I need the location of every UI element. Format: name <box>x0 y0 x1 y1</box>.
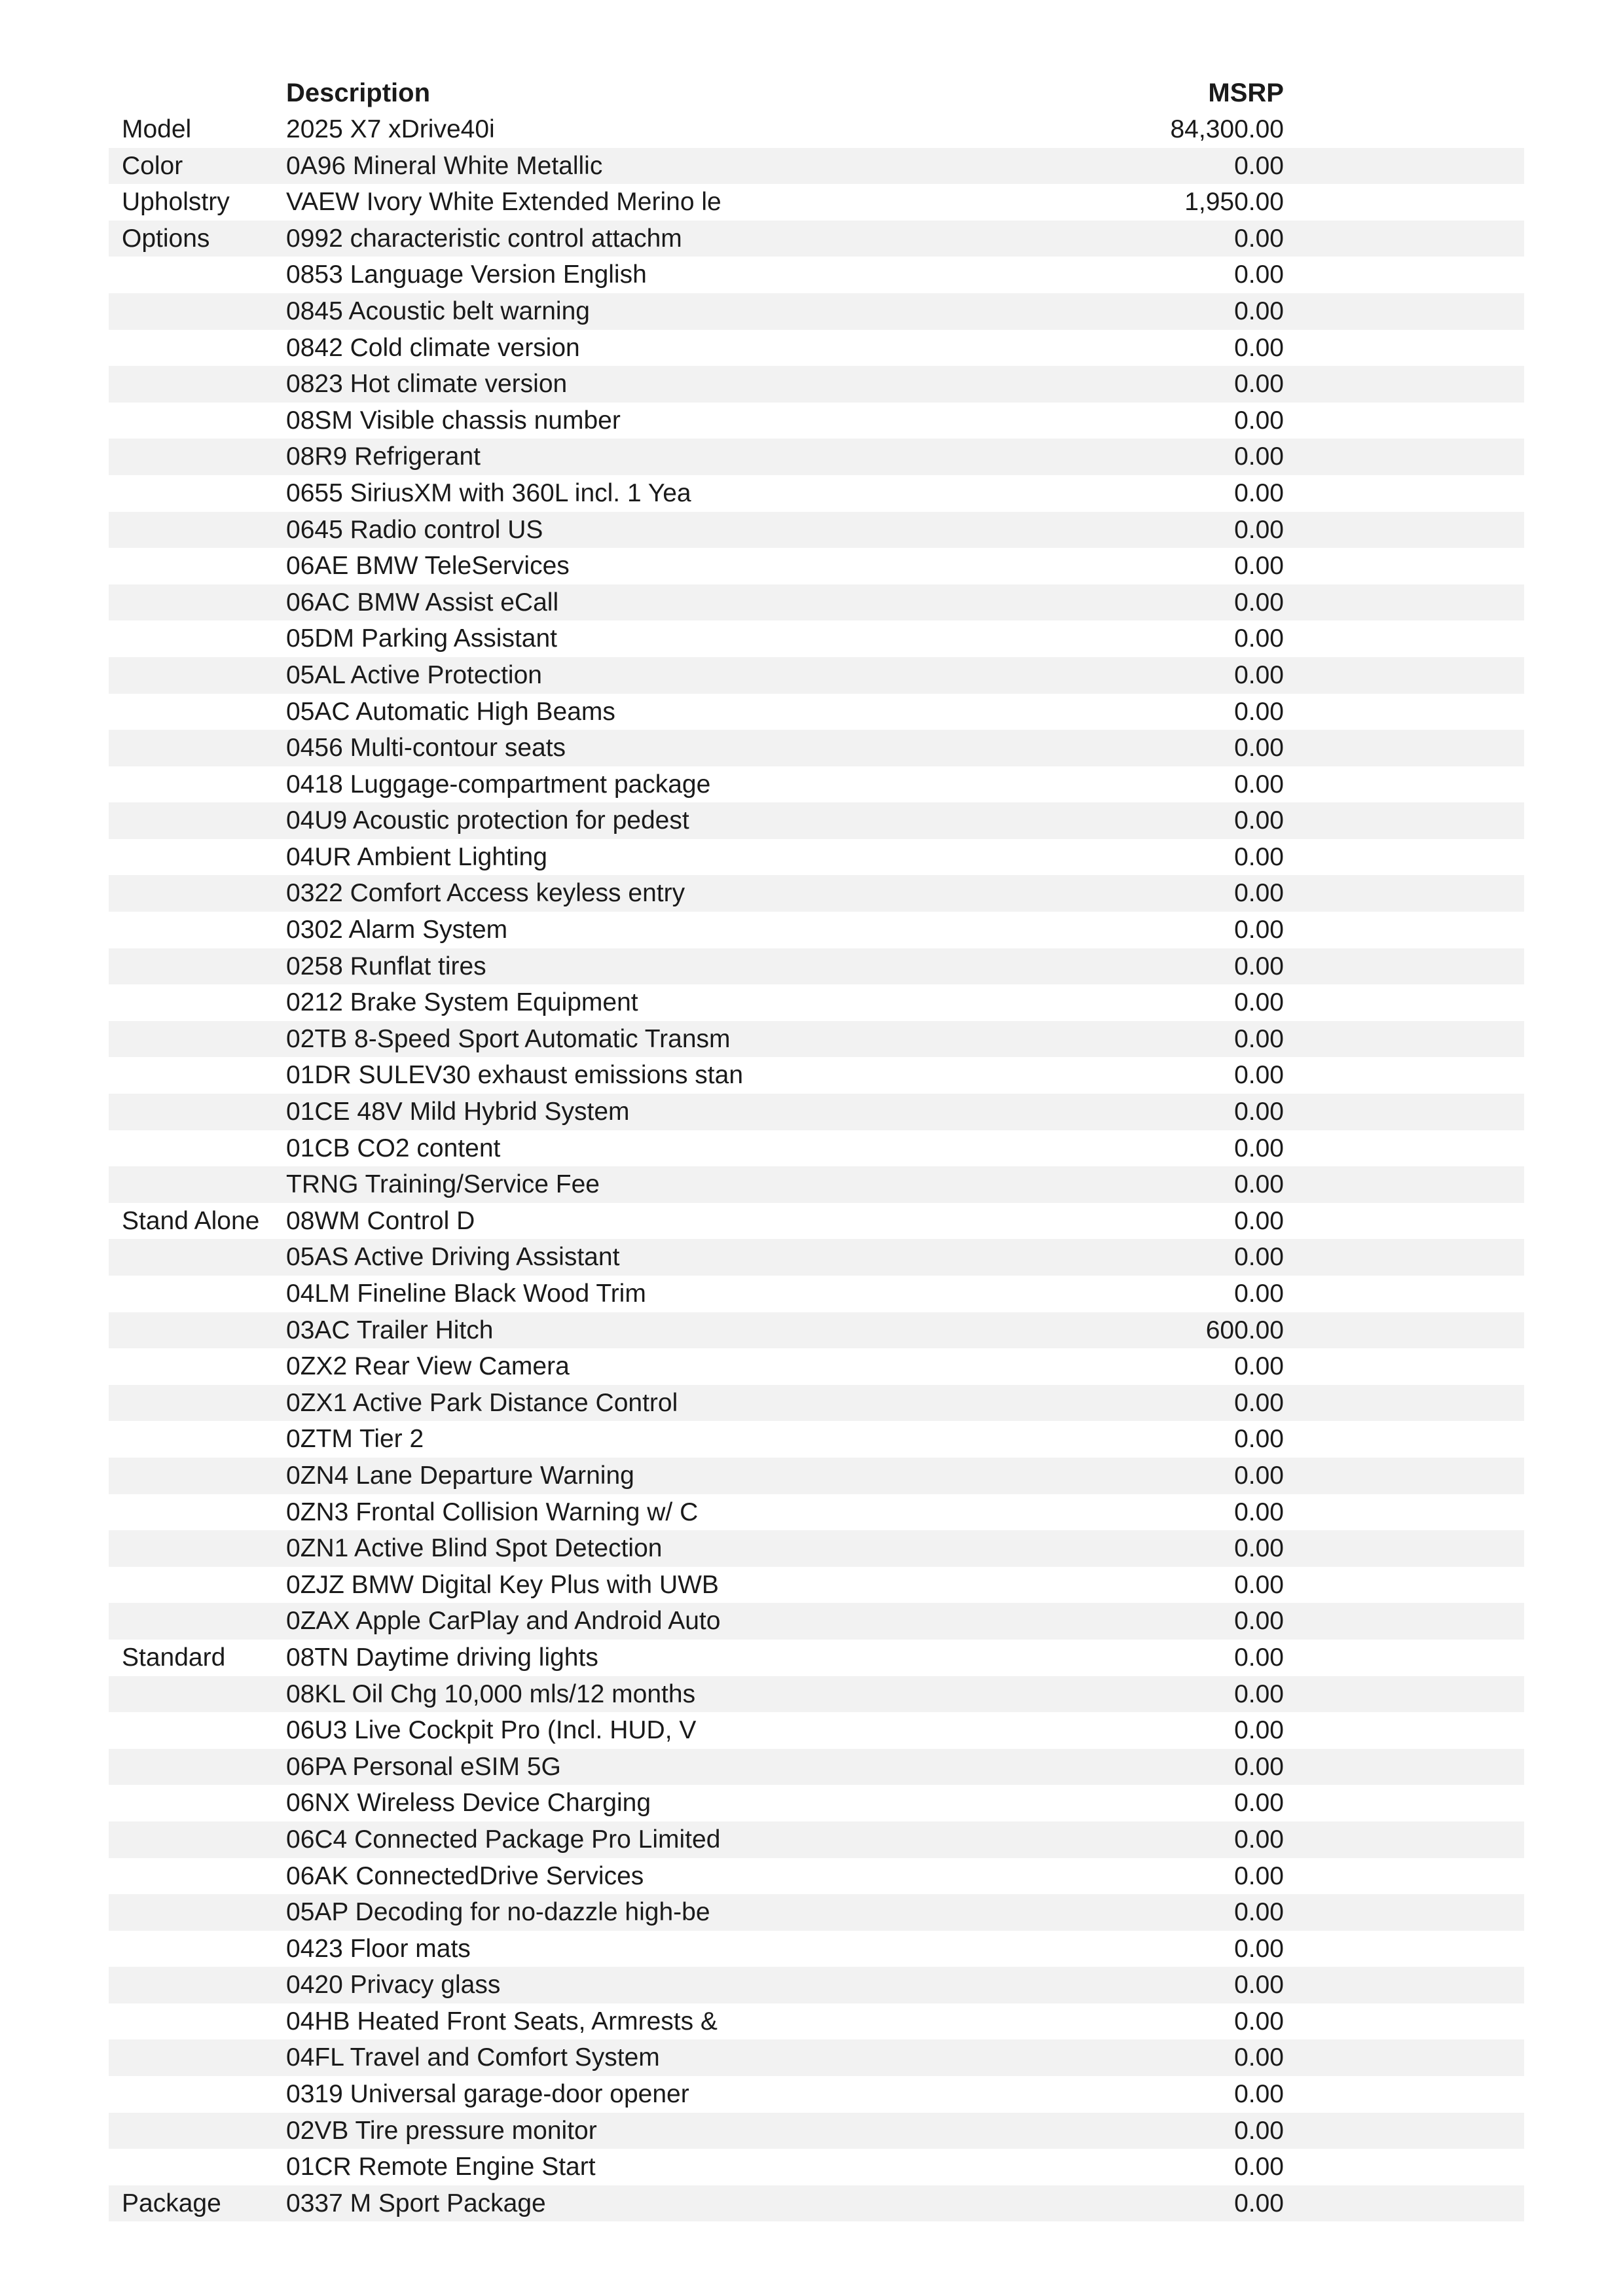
row-description: TRNG Training/Service Fee <box>286 1170 600 1199</box>
table-row <box>109 548 1524 584</box>
row-msrp: 0.00 <box>1234 2007 1284 2036</box>
table-row <box>109 1057 1524 1094</box>
table-row <box>109 148 1524 185</box>
table-row <box>109 1931 1524 1967</box>
row-description: 0842 Cold climate version <box>286 333 580 362</box>
row-msrp: 0.00 <box>1234 1098 1284 1126</box>
row-description: 0418 Luggage-compartment package <box>286 770 711 798</box>
row-msrp: 0.00 <box>1234 1206 1284 1235</box>
row-msrp: 0.00 <box>1234 879 1284 908</box>
row-description: 06PA Personal eSIM 5G <box>286 1752 561 1781</box>
row-msrp: 0.00 <box>1234 1352 1284 1381</box>
table-row <box>109 2149 1524 2185</box>
table-row <box>109 1166 1524 1203</box>
row-description: 0655 SiriusXM with 360L incl. 1 Yea <box>286 478 691 507</box>
table-row <box>109 657 1524 694</box>
row-msrp: 0.00 <box>1234 478 1284 507</box>
row-msrp: 0.00 <box>1234 333 1284 362</box>
row-description: 05DM Parking Assistant <box>286 624 558 653</box>
row-description: 04FL Travel and Comfort System <box>286 2043 660 2072</box>
row-msrp: 0.00 <box>1234 1898 1284 1927</box>
row-description: 0823 Hot climate version <box>286 370 568 399</box>
table-row <box>109 1494 1524 1531</box>
row-description: 06AK ConnectedDrive Services <box>286 1861 644 1890</box>
row-description: 05AS Active Driving Assistant <box>286 1243 620 1272</box>
row-msrp: 0.00 <box>1234 2043 1284 2072</box>
row-description: 0ZN1 Active Blind Spot Detection <box>286 1534 663 1563</box>
row-msrp: 0.00 <box>1234 406 1284 435</box>
table-row <box>109 1130 1524 1167</box>
row-description: 0A96 Mineral White Metallic <box>286 151 603 180</box>
table-row <box>109 1312 1524 1349</box>
row-msrp: 0.00 <box>1234 151 1284 180</box>
row-msrp: 0.00 <box>1234 296 1284 325</box>
row-description: 04UR Ambient Lighting <box>286 842 547 871</box>
table-row <box>109 620 1524 657</box>
row-description: 01CE 48V Mild Hybrid System <box>286 1098 630 1126</box>
row-description: 0ZX1 Active Park Distance Control <box>286 1388 678 1417</box>
row-description: 0212 Brake System Equipment <box>286 988 638 1017</box>
row-msrp: 1,950.00 <box>1184 188 1284 217</box>
row-description: 0258 Runflat tires <box>286 952 486 980</box>
row-description: 01DR SULEV30 exhaust emissions stan <box>286 1061 744 1090</box>
row-description: 0845 Acoustic belt warning <box>286 296 590 325</box>
table-row <box>109 1530 1524 1567</box>
row-description: 08TN Daytime driving lights <box>286 1643 598 1672</box>
row-description: VAEW Ivory White Extended Merino le <box>286 188 721 217</box>
table-row <box>109 948 1524 985</box>
row-msrp: 0.00 <box>1234 1388 1284 1417</box>
row-msrp: 0.00 <box>1234 1825 1284 1854</box>
price-sheet <box>109 75 1524 2221</box>
row-msrp: 0.00 <box>1234 588 1284 617</box>
row-msrp: 0.00 <box>1234 1752 1284 1781</box>
row-msrp: 0.00 <box>1234 2153 1284 2181</box>
table-row <box>109 730 1524 766</box>
row-msrp: 0.00 <box>1234 1134 1284 1162</box>
row-description: 02VB Tire pressure monitor <box>286 2116 597 2145</box>
table-row <box>109 1894 1524 1931</box>
row-description: 05AP Decoding for no-dazzle high-be <box>286 1898 710 1927</box>
table-row <box>109 1239 1524 1276</box>
table-row <box>109 1603 1524 1640</box>
row-description: 2025 X7 xDrive40i <box>286 115 495 143</box>
row-description: 02TB 8-Speed Sport Automatic Transm <box>286 1024 731 1053</box>
table-row <box>109 330 1524 367</box>
row-msrp: 0.00 <box>1234 1607 1284 1636</box>
row-msrp: 0.00 <box>1234 552 1284 581</box>
row-description: 08KL Oil Chg 10,000 mls/12 months <box>286 1679 696 1708</box>
row-description: 0ZTM Tier 2 <box>286 1425 424 1454</box>
table-row <box>109 1458 1524 1494</box>
table-row <box>109 1385 1524 1422</box>
row-description: 0420 Privacy glass <box>286 1971 501 2000</box>
row-msrp: 0.00 <box>1234 1425 1284 1454</box>
row-msrp: 0.00 <box>1234 370 1284 399</box>
row-description: 06C4 Connected Package Pro Limited <box>286 1825 721 1854</box>
row-description: 0319 Universal garage-door opener <box>286 2080 689 2109</box>
row-msrp: 0.00 <box>1234 1643 1284 1672</box>
row-description: 04LM Fineline Black Wood Trim <box>286 1280 646 1308</box>
table-row <box>109 1821 1524 1858</box>
row-description: 0302 Alarm System <box>286 916 508 944</box>
row-msrp: 0.00 <box>1234 224 1284 253</box>
row-category: Stand Alone <box>122 1206 260 1235</box>
row-msrp: 0.00 <box>1234 1789 1284 1818</box>
table-row <box>109 2003 1524 2040</box>
row-category: Options <box>122 224 210 253</box>
table-row <box>109 512 1524 548</box>
msrp-header: MSRP <box>1208 79 1284 107</box>
table-header <box>109 75 1524 111</box>
row-description: 0645 Radio control US <box>286 515 543 544</box>
row-description: 03AC Trailer Hitch <box>286 1316 494 1344</box>
row-msrp: 0.00 <box>1234 660 1284 689</box>
row-description: 0ZN4 Lane Departure Warning <box>286 1461 634 1490</box>
row-description: 05AC Automatic High Beams <box>286 697 615 726</box>
row-msrp: 0.00 <box>1234 988 1284 1017</box>
table-row <box>109 802 1524 839</box>
row-msrp: 0.00 <box>1234 624 1284 653</box>
row-msrp: 84,300.00 <box>1170 115 1284 143</box>
table-row <box>109 475 1524 512</box>
row-msrp: 0.00 <box>1234 952 1284 980</box>
table-row <box>109 439 1524 475</box>
row-msrp: 0.00 <box>1234 1061 1284 1090</box>
table-row <box>109 184 1524 221</box>
row-msrp: 0.00 <box>1234 1024 1284 1053</box>
table-row <box>109 1021 1524 1058</box>
row-category: Color <box>122 151 183 180</box>
row-msrp: 0.00 <box>1234 806 1284 835</box>
table-row <box>109 366 1524 403</box>
row-category: Upholstry <box>122 188 230 217</box>
row-description: 0ZX2 Rear View Camera <box>286 1352 570 1381</box>
table-row <box>109 221 1524 257</box>
row-description: 08WM Control D <box>286 1206 475 1235</box>
line-items-table <box>109 111 1524 2221</box>
row-msrp: 0.00 <box>1234 515 1284 544</box>
table-row <box>109 2039 1524 2076</box>
row-description: 0ZN3 Frontal Collision Warning w/ C <box>286 1498 699 1526</box>
row-description: 08R9 Refrigerant <box>286 442 481 471</box>
table-row <box>109 875 1524 912</box>
table-row <box>109 1094 1524 1130</box>
table-row <box>109 694 1524 730</box>
row-description: 06AC BMW Assist eCall <box>286 588 559 617</box>
row-msrp: 0.00 <box>1234 770 1284 798</box>
row-msrp: 0.00 <box>1234 697 1284 726</box>
table-row <box>109 912 1524 948</box>
row-msrp: 0.00 <box>1234 1498 1284 1526</box>
row-msrp: 0.00 <box>1234 1971 1284 2000</box>
table-row <box>109 584 1524 621</box>
row-msrp: 0.00 <box>1234 1934 1284 1963</box>
row-msrp: 0.00 <box>1234 2116 1284 2145</box>
table-row <box>109 1567 1524 1604</box>
table-row <box>109 2113 1524 2149</box>
table-row <box>109 257 1524 293</box>
table-row <box>109 1348 1524 1385</box>
table-row <box>109 766 1524 803</box>
table-row <box>109 2076 1524 2113</box>
row-msrp: 0.00 <box>1234 1243 1284 1272</box>
row-description: 06NX Wireless Device Charging <box>286 1789 651 1818</box>
row-msrp: 0.00 <box>1234 916 1284 944</box>
row-msrp: 0.00 <box>1234 1570 1284 1599</box>
table-row <box>109 984 1524 1021</box>
table-row <box>109 293 1524 330</box>
table-row <box>109 1712 1524 1749</box>
row-description: 04HB Heated Front Seats, Armrests & <box>286 2007 718 2036</box>
row-msrp: 0.00 <box>1234 1534 1284 1563</box>
row-msrp: 0.00 <box>1234 842 1284 871</box>
row-msrp: 600.00 <box>1205 1316 1284 1344</box>
table-row <box>109 1749 1524 1785</box>
row-msrp: 0.00 <box>1234 1679 1284 1708</box>
row-description: 0423 Floor mats <box>286 1934 471 1963</box>
table-row <box>109 1785 1524 1821</box>
description-header: Description <box>286 79 431 107</box>
row-msrp: 0.00 <box>1234 1280 1284 1308</box>
table-row <box>109 1640 1524 1676</box>
row-description: 08SM Visible chassis number <box>286 406 621 435</box>
row-description: 0ZJZ BMW Digital Key Plus with UWB <box>286 1570 719 1599</box>
row-description: 0337 M Sport Package <box>286 2189 546 2217</box>
table-row <box>109 1676 1524 1713</box>
table-row <box>109 2185 1524 2222</box>
row-description: 01CB CO2 content <box>286 1134 501 1162</box>
row-category: Standard <box>122 1643 226 1672</box>
table-row <box>109 111 1524 148</box>
row-description: 01CR Remote Engine Start <box>286 2153 596 2181</box>
table-row <box>109 1858 1524 1895</box>
row-description: 06U3 Live Cockpit Pro (Incl. HUD, V <box>286 1716 697 1745</box>
row-msrp: 0.00 <box>1234 2080 1284 2109</box>
row-description: 0853 Language Version English <box>286 260 647 289</box>
row-description: 0456 Multi-contour seats <box>286 734 566 762</box>
row-description: 0ZAX Apple CarPlay and Android Auto <box>286 1607 721 1636</box>
row-msrp: 0.00 <box>1234 2189 1284 2217</box>
row-description: 06AE BMW TeleServices <box>286 552 570 581</box>
table-row <box>109 1203 1524 1240</box>
table-row <box>109 1421 1524 1458</box>
row-description: 0992 characteristic control attachm <box>286 224 682 253</box>
table-row <box>109 839 1524 876</box>
row-description: 04U9 Acoustic protection for pedest <box>286 806 689 835</box>
table-row <box>109 1276 1524 1312</box>
row-category: Model <box>122 115 192 143</box>
row-category: Package <box>122 2189 221 2217</box>
row-msrp: 0.00 <box>1234 260 1284 289</box>
row-msrp: 0.00 <box>1234 1461 1284 1490</box>
row-msrp: 0.00 <box>1234 1716 1284 1745</box>
row-description: 0322 Comfort Access keyless entry <box>286 879 685 908</box>
row-msrp: 0.00 <box>1234 734 1284 762</box>
row-description: 05AL Active Protection <box>286 660 542 689</box>
row-msrp: 0.00 <box>1234 1170 1284 1199</box>
table-row <box>109 403 1524 439</box>
table-row <box>109 1967 1524 2003</box>
row-msrp: 0.00 <box>1234 442 1284 471</box>
row-msrp: 0.00 <box>1234 1861 1284 1890</box>
